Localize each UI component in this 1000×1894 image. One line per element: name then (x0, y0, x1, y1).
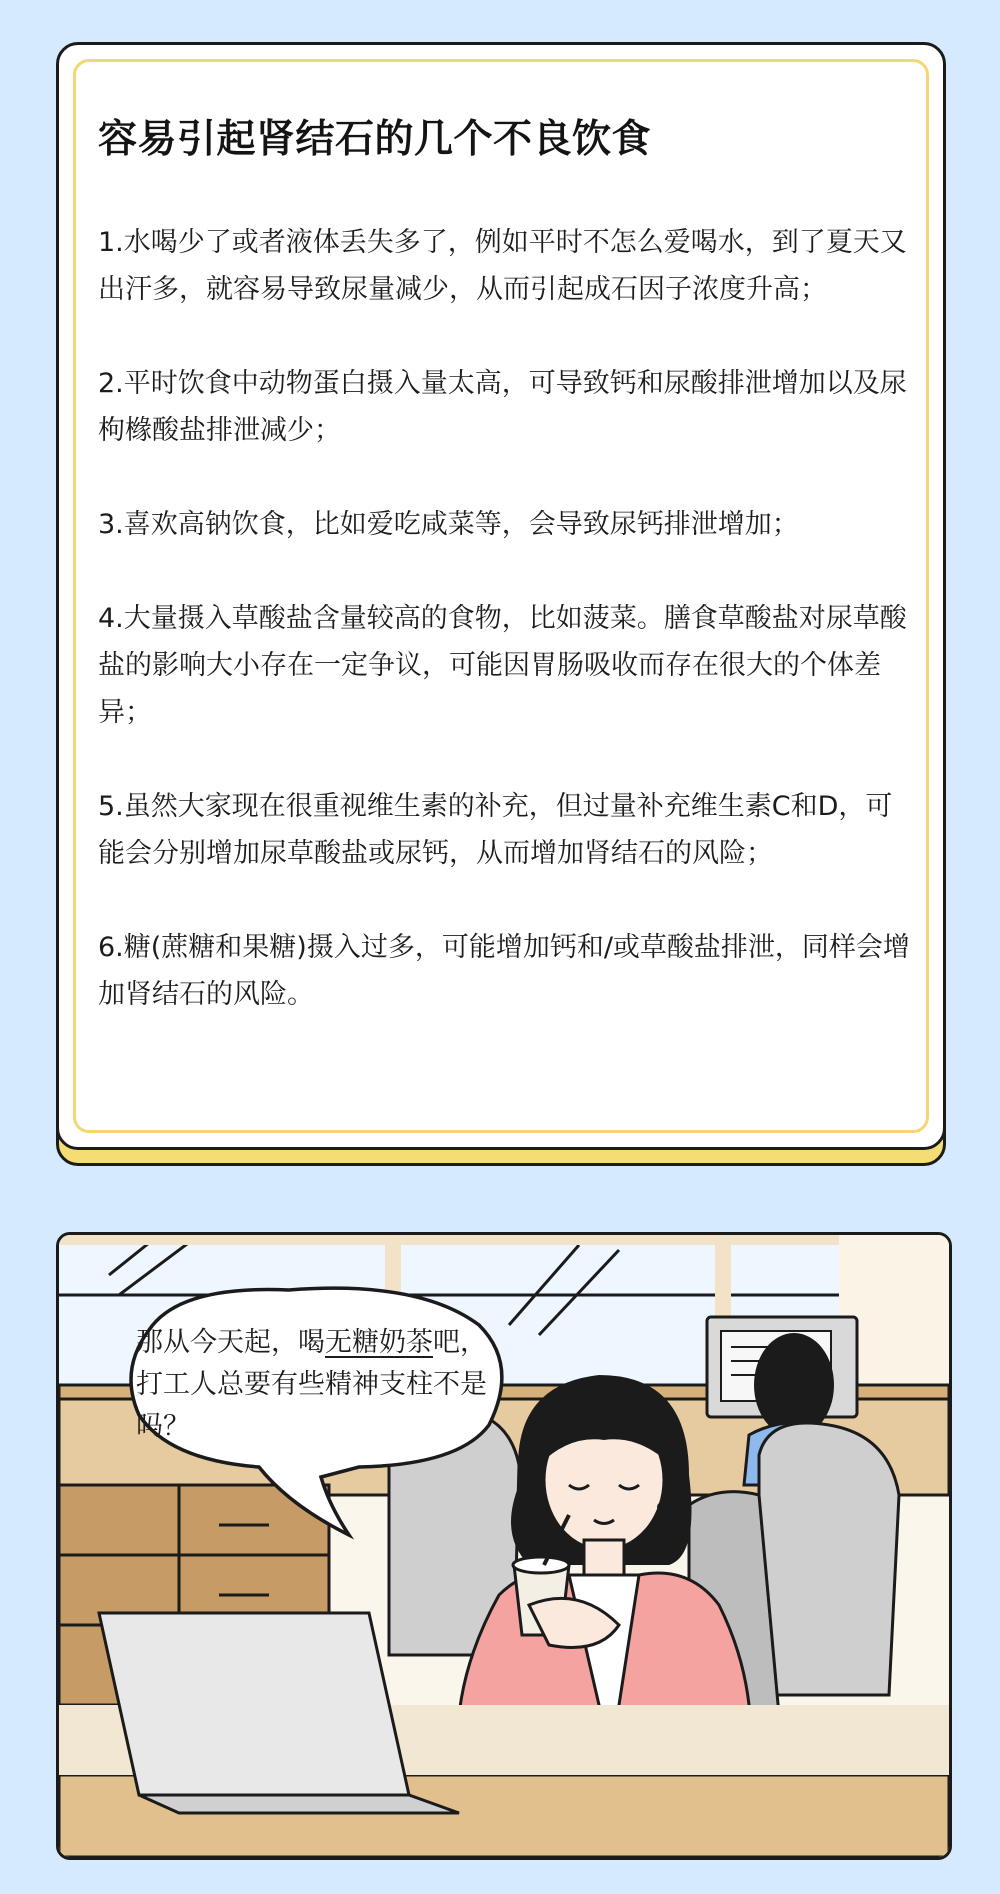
frame-top (59, 1235, 949, 1245)
speech-part-1: 那从今天起，喝 (136, 1327, 325, 1358)
diet-item-6: 6.糖(蔗糖和果糖)摄入过多，可能增加钙和/或草酸盐排泄，同样会增加肾结石的风险。 (98, 932, 910, 1010)
laptop-base (139, 1795, 459, 1813)
diet-item-4: 4.大量摄入草酸盐含量较高的食物，比如菠菜。膳食草酸盐对尿草酸盐的影响大小存在一定争议，可能因胃肠吸收而存在很大的个体差异； (98, 603, 907, 728)
diet-list (98, 219, 910, 1065)
diet-item-3: 3.喜欢高钠饮食，比如爱吃咸菜等，会导致尿钙排泄增加； (98, 509, 799, 540)
earring (657, 1502, 667, 1512)
card-title: 容易引起肾结石的几个不良饮食 (98, 117, 652, 162)
speech-underlined: 无糖奶茶 (325, 1327, 433, 1358)
diet-item-2: 2.平时饮食中动物蛋白摄入量太高，可导致钙和尿酸排泄增加以及尿枸橼酸盐排泄减少； (98, 368, 907, 446)
speech-text (136, 1322, 506, 1448)
diet-item-1: 1.水喝少了或者液体丢失多了，例如平时不怎么爱喝水，到了夏天又出汗多，就容易导致尿量减少，从而引起成石因子浓度升高； (98, 227, 907, 305)
chair-right (759, 1423, 899, 1695)
laptop-screen (99, 1613, 409, 1795)
speech-part-2: 吧，打工人总要有些精神支柱不是吗？ (136, 1327, 487, 1442)
diet-item-5: 5.虽然大家现在很重视维生素的补充，但过量补充维生素C和D，可能会分别增加尿草酸盐或尿钙，从而增加肾结石的风险； (98, 791, 893, 869)
